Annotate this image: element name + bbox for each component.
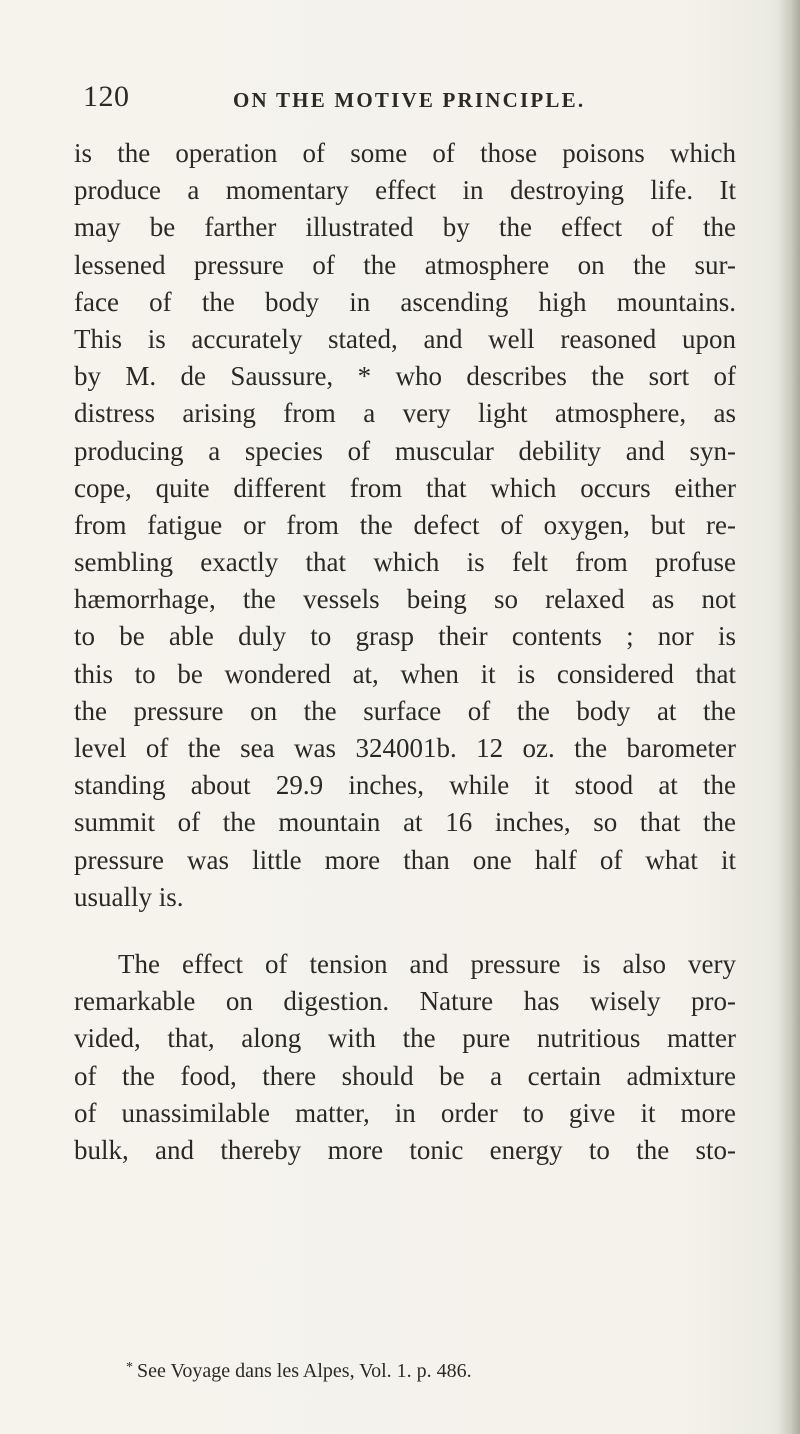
text-line: lessened pressure of the atmosphere on the sur- [74,249,736,280]
text-line: is the operation of some of those poisons which [74,138,736,168]
text-line: sembling exactly that which is felt from profuse [74,547,736,578]
text-line: bulk, and thereby more tonic energy to the sto- [74,1134,736,1165]
body-text [74,135,736,1169]
footnote-marker: * [126,1360,133,1375]
text-line: This is accurately stated, and well reasoned upon [74,323,736,354]
text-line: summit of the mountain at 16 inches, so that the [74,807,736,838]
text-line: by M. de Saussure, * who describes the sort of [74,361,736,392]
text-line: pressure was little more than one half of what it [74,844,736,875]
paragraph-gap [74,916,736,946]
page-number: 120 [83,80,130,113]
text-line: distress arising from a very light atmosphere, as [74,398,736,429]
footnote [126,1355,472,1384]
paragraph-1 [74,135,736,916]
text-line: produce a momentary effect in destroying life. It [74,175,736,206]
text-line: usually is. [74,881,184,912]
paragraph-2 [74,946,736,1169]
text-line: cope, quite different from that which occurs either [74,472,736,503]
text-line: to be able duly to grasp their contents ; nor is [74,621,736,652]
running-title: ON THE MOTIVE PRINCIPLE. [233,88,586,112]
text-line: level of the sea was 324001b. 12 oz. the barometer [74,733,736,763]
text-line: remarkable on digestion. Nature has wisely pro- [74,986,736,1017]
text-line: producing a species of muscular debility and syn- [74,435,736,466]
text-line: may be farther illustrated by the effect of the [74,212,736,243]
text-line: the pressure on the surface of the body at the [74,695,736,726]
text-line: face of the body in ascending high mountains. [74,286,736,317]
text-line: hæmorrhage, the vessels being so relaxed as not [74,584,736,615]
page-edge-shadow [778,0,800,1434]
running-head [83,80,723,120]
text-line: vided, that, along with the pure nutritious matter [74,1023,736,1054]
text-line: from fatigue or from the defect of oxygen, but re- [74,509,736,540]
text-line: of the food, there should be a certain admixture [74,1060,736,1091]
text-line: of unassimilable matter, in order to give it more [74,1097,736,1128]
text-line: The effect of tension and pressure is also very [118,948,736,979]
footnote-text: See Voyage dans les Alpes, Vol. 1. p. 486. [137,1360,472,1382]
text-line: standing about 29.9 inches, while it stood at the [74,770,736,801]
text-line: this to be wondered at, when it is considered that [74,658,736,689]
